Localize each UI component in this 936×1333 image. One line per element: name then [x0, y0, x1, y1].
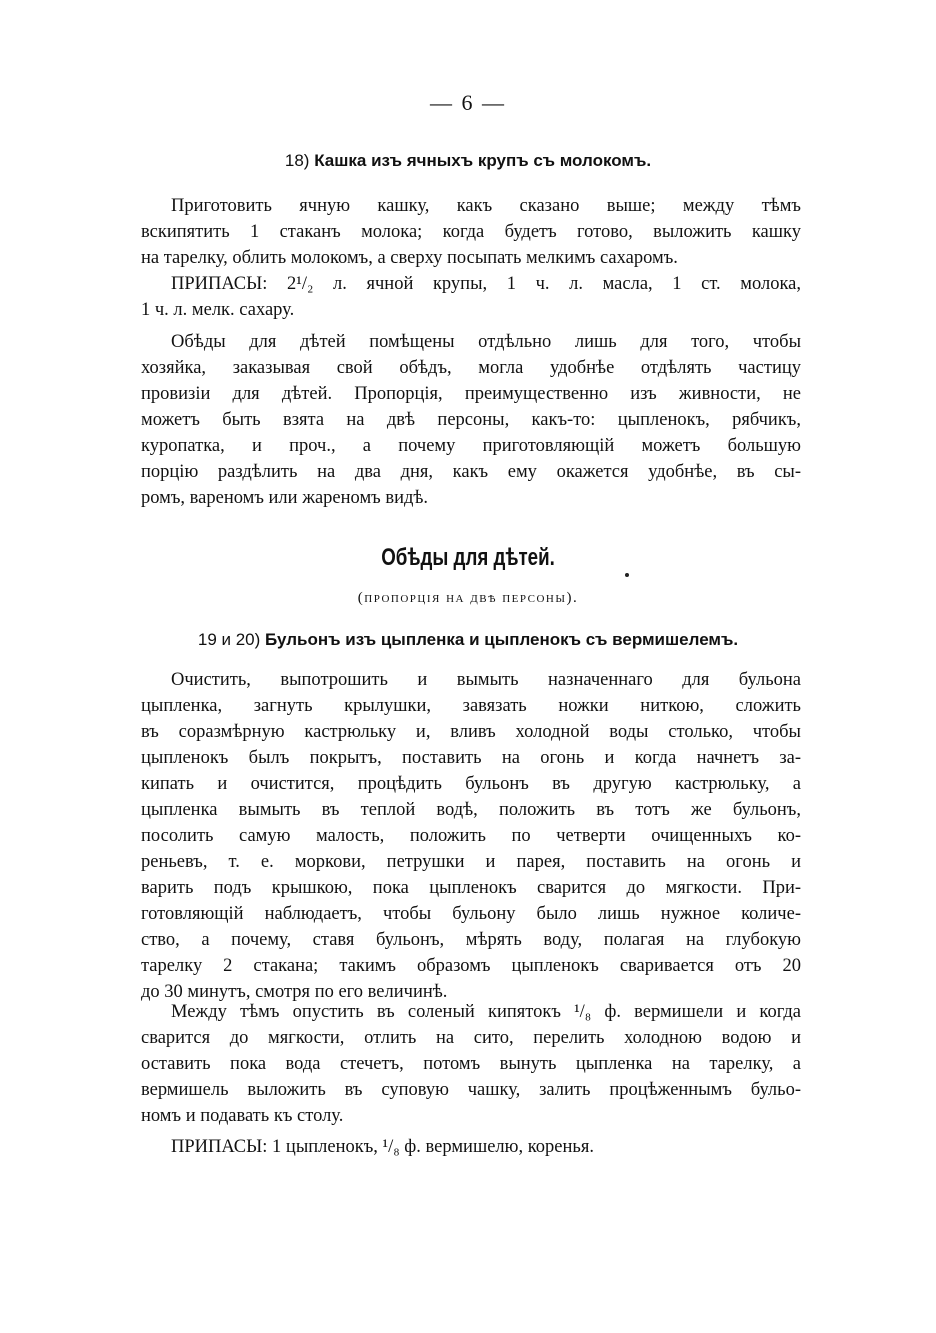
recipe-18-method [141, 193, 801, 271]
text-line: до 30 минутъ, смотря по его величинѣ. [141, 982, 448, 1002]
text-line: Между тѣмъ опустить въ соленый кипятокъ ¹/₈ ф. вермишели и когда [171, 1002, 801, 1022]
page-number: — 6 — [430, 90, 506, 115]
text-line: ромъ, вареномъ или жареномъ видѣ. [141, 488, 429, 508]
section-heading: Обѣды для дѣтей. [381, 544, 555, 571]
text-line: Очистить, выпотрошить и вымыть назначеннаго для бульона [171, 670, 801, 690]
recipe-18-supplies [141, 271, 801, 323]
text-line: ПРИПАСЫ: 1 цыпленокъ, ¹/₈ ф. вермишелю, коренья. [171, 1137, 594, 1157]
text-line: кипать и очистится, процѣдить бульонъ въ другую кастрюльку, а [141, 774, 801, 794]
recipe-18-title [0, 151, 936, 171]
text-line: реньевъ, т. е. моркови, петрушки и парея, поставить на огонь и [141, 852, 801, 872]
text-line: порцію раздѣлить на два дня, какъ ему окажется удобнѣе, въ сы- [141, 462, 801, 482]
text-line: оставить пока вода стечетъ, потомъ вынуть цыпленка на тарелку, а [141, 1054, 801, 1074]
text-line: ПРИПАСЫ: 2¹/₂ л. ячной крупы, 1 ч. л. масла, 1 ст. молока, [171, 274, 801, 294]
recipe-19-title-text: Бульонъ изъ цыпленка и цыпленокъ съ вермишелемъ. [265, 630, 739, 649]
recipe-19-method-2 [141, 999, 801, 1129]
text-line: хозяйка, заказывая свой обѣдъ, могла удобнѣе отдѣлять частицу [141, 358, 801, 378]
section-subheading: (пропорція на двѣ персоны). [357, 590, 579, 606]
text-line: вермишель выложить въ суповую чашку, залить процѣженнымъ бульо- [141, 1080, 801, 1100]
text-line: вскипятить 1 стаканъ молока; когда будетъ готово, выложить кашку [141, 222, 801, 242]
text-line: ство, а почему, ставя бульонъ, мѣрять воду, полагая на глубокую [141, 930, 801, 950]
text-line: на тарелку, облить молокомъ, а сверху посыпать мелкимъ сахаромъ. [141, 248, 678, 268]
recipe-18-title-text: Кашка изъ ячныхъ крупъ съ молокомъ. [314, 151, 652, 170]
text-line: сварится до мягкости, отлить на сито, перелить холодною водою и [141, 1028, 801, 1048]
text-line: номъ и подавать къ столу. [141, 1106, 344, 1126]
text-line: въ соразмѣрную кастрюльку и, вливъ холодной воды столько, чтобы [141, 722, 801, 742]
recipe-18-number: 18) [284, 151, 310, 170]
text-line: цыпленокъ былъ покрытъ, поставить на огонь и когда начнетъ за- [141, 748, 801, 768]
text-line: можетъ быть взята на двѣ персоны, какъ-то: цыпленокъ, рябчикъ, [141, 410, 801, 430]
text-line: посолить самую малость, положить по четверти очищенныхъ ко- [141, 826, 801, 846]
text-line: готовляющій наблюдаетъ, чтобы бульону было лишь нужное количе- [141, 904, 801, 924]
text-line: провизіи для дѣтей. Пропорція, преимущественно изъ живности, не [141, 384, 801, 404]
recipe-19-number: 19 и 20) [197, 630, 261, 649]
children-dinners-note [141, 329, 801, 511]
text-line: 1 ч. л. мелк. сахару. [141, 300, 295, 320]
text-line: цыпленка вымыть въ теплой водѣ, положить въ тотъ же бульонъ, [141, 800, 801, 820]
recipe-19-title [0, 630, 936, 650]
text-line: варить подъ крышкою, пока цыпленокъ сварится до мягкости. При- [141, 878, 801, 898]
text-line: Обѣды для дѣтей помѣщены отдѣльно лишь для того, чтобы [171, 332, 801, 352]
recipe-19-supplies [141, 1134, 801, 1160]
text-line: куропатка, и проч., а почему приготовляющій можетъ большую [141, 436, 801, 456]
text-line: Приготовить ячную кашку, какъ сказано выше; между тѣмъ [171, 196, 801, 216]
ink-speck [625, 573, 629, 577]
recipe-19-method [141, 667, 801, 1005]
text-line: тарелку 2 стакана; такимъ образомъ цыпленокъ сваривается отъ 20 [141, 956, 801, 976]
text-line: цыпленка, загнуть крылушки, завязать ножки ниткою, сложить [141, 696, 801, 716]
